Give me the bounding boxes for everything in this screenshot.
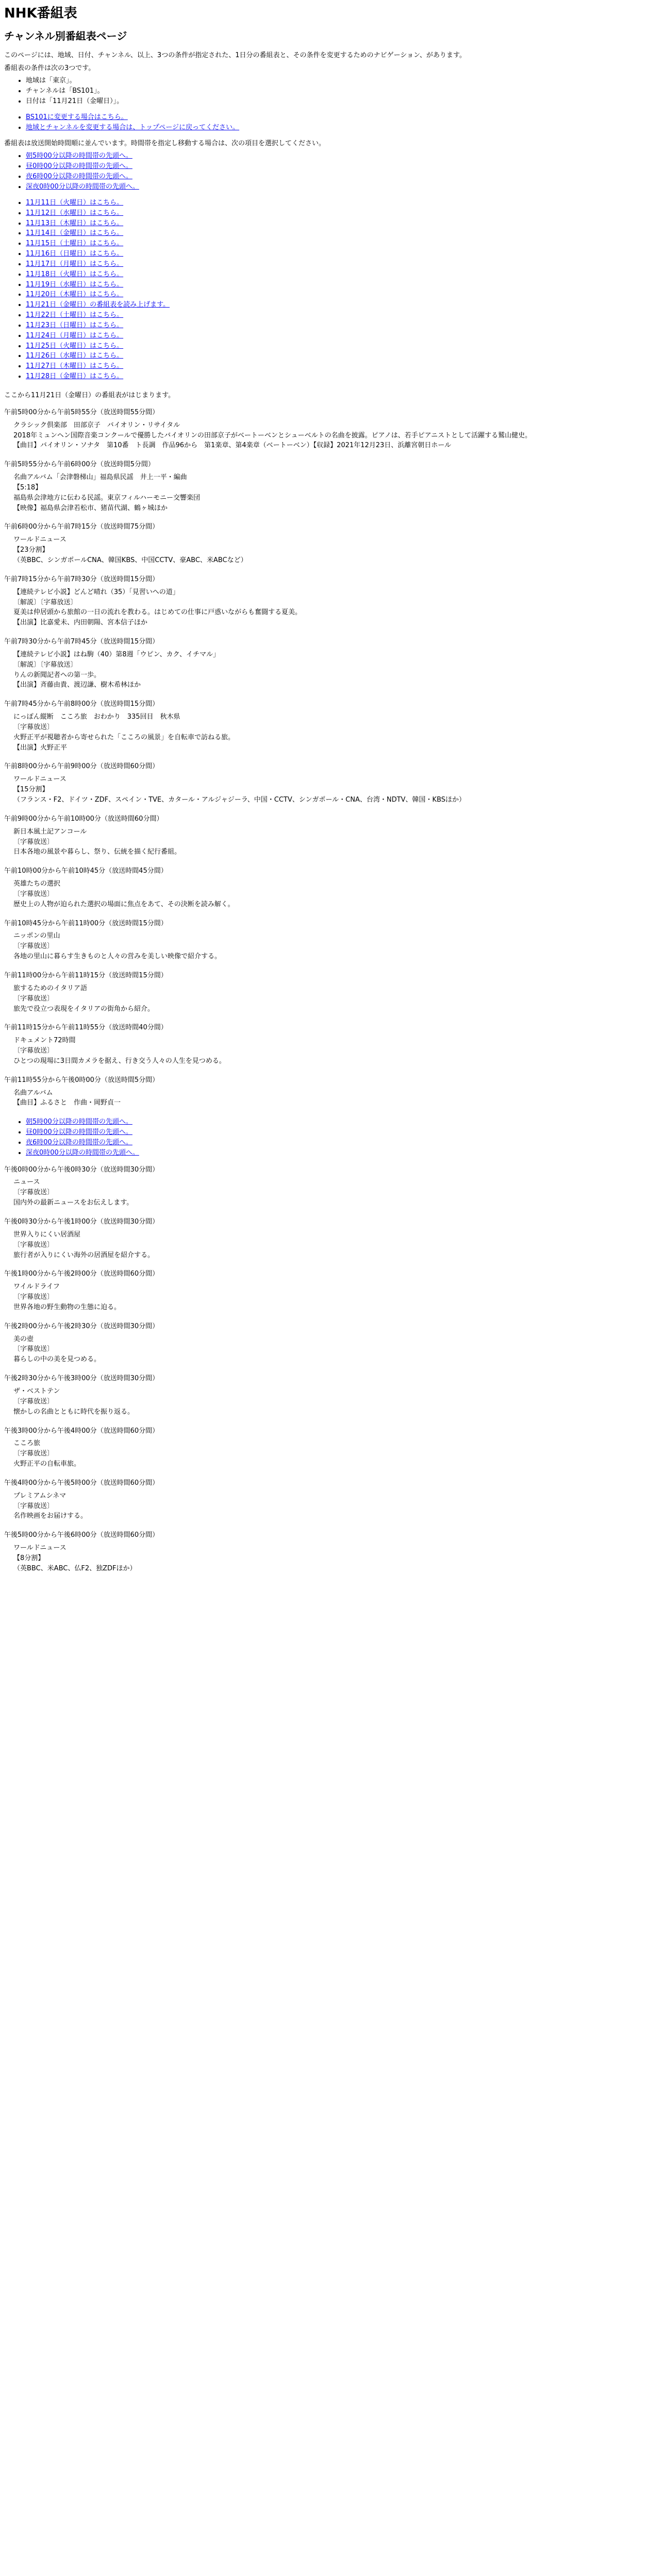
condition-date: • 日付は「11月21日（金曜日）」。 [26,97,646,107]
program-detail [4,421,646,451]
program-line: 夏美は仲居頭から旅館の一日の流れを教わる。はじめての仕事に戸惑いながらも奮闘する夏美。 [13,608,302,617]
program-detail [4,650,646,690]
day-link[interactable]: 11月17日（月曜日）はこちら。 [26,260,124,268]
program-line: プレミアムシネマ [13,1492,67,1500]
program-entry [4,1427,646,1469]
program-line: ニッポンの里山 [13,932,60,940]
day-nav [4,198,646,382]
program-line: 〔字幕放送〕 [13,723,54,731]
day-link[interactable]: 11月20日（木曜日）はこちら。 [26,291,124,299]
day-item [26,300,646,310]
program-line: 世界入りにくい居酒屋 [13,1230,81,1239]
program-line: 〔解説〕〔字幕放送〕 [13,660,77,669]
program-detail [4,588,646,628]
program-entry [4,1322,646,1365]
program-entry [4,1374,646,1417]
site-title: NHK番組表 [4,6,77,21]
program-detail [4,1178,646,1208]
program-entry [4,1165,646,1208]
program-line: ニュース [13,1178,40,1187]
program-entry [4,815,646,857]
program-time: 午後2時30分から午後3時00分（放送時間30分間） [4,1375,159,1383]
program-line: 旅するためのイタリア語 [13,984,88,992]
program-line: （フランス・F2、ドイツ・ZDF、スペイン・TVE、カタール・アルジャジーラ、中国・CCTV、シンガポール・CNA、台湾・NDTV、韓国・KBSほか） [13,796,466,804]
program-entry [4,1269,646,1312]
day-item [26,342,646,351]
day-link[interactable]: 11月24日（月曜日）はこちら。 [26,331,124,340]
program-detail [4,879,646,910]
day-item [26,260,646,269]
program-line: 2018年ミュンヘン国際音楽コンクールで優勝したバイオリンの田部京子がベートーベンとシューベルトの名曲を披露。ピアノは、若手ピアニストとして活躍する鷲山健史。 [13,431,532,439]
day-link[interactable]: 11月22日（土曜日）はこちら。 [26,311,124,319]
program-line: 各地の里山に暮らす生きものと人々の営みを美しい映像で紹介する。 [13,953,222,961]
program-line: ドキュメント72時間 [13,1037,76,1045]
program-time: 午前5時00分から午前5時55分（放送時間55分間） [4,408,159,416]
program-list-pm [4,1165,646,1574]
condition-channel: • チャンネルは「BS101」。 [26,87,646,96]
program-entry [4,1076,646,1109]
program-line: 福島県会津地方に伝わる民謡。東京フィルハーモニー交響楽団 [13,494,201,502]
program-line: 〔字幕放送〕 [13,1293,54,1301]
program-line: 【8分割】 [13,1554,45,1562]
program-entry [4,1217,646,1260]
time-link-morning[interactable]: 朝5時00分以降の時間帯の先頭へ。 [26,152,133,160]
program-detail [4,827,646,858]
program-entry [4,522,646,565]
program-line: こころ旅 [13,1439,41,1448]
program-detail [4,775,646,805]
day-link[interactable]: 11月27日（木曜日）はこちら。 [26,362,124,370]
program-line: 〔字幕放送〕 [13,942,54,951]
day-item [26,331,646,341]
day-item [26,270,646,280]
day-link[interactable]: 11月25日（火曜日）はこちら。 [26,342,124,350]
program-time: 午前7時30分から午前7時45分（放送時間15分間） [4,638,159,646]
day-item [26,239,646,249]
program-line: 名曲アルバム「会津磐梯山」福島県民謡 井上一平・編曲 [13,473,187,482]
day-item [26,219,646,229]
time-link-evening[interactable]: 夜6時00分以降の時間帯の先頭へ。 [26,173,133,181]
program-time: 午前5時55分から午前6時00分（放送時間5分間） [4,461,155,469]
mid-time-link-noon[interactable]: 昼0時00分以降の時間帯の先頭へ。 [26,1128,133,1137]
program-line: 【5:18】 [13,483,42,492]
time-note: 番組表は放送開始時間順に並んでいます。時間帯を指定し移動する場合は、次の項目を選択してください。 [4,139,325,147]
program-time: 午前8時00分から午前9時00分（放送時間60分間） [4,762,159,771]
back-to-top-link[interactable]: 地域とチャンネルを変更する場合は、トップページに戻ってください。 [26,123,240,131]
day-item [26,249,646,259]
program-entry [4,867,646,909]
day-item [26,290,646,300]
program-line: 〔字幕放送〕 [13,994,54,1003]
program-line: 火野正平の自転車旅。 [13,1460,81,1468]
program-entry [4,637,646,690]
program-line: 【映像】福島県会津若松市、猪苗代湖、鶴ヶ城ほか [13,504,168,512]
program-line: 【出演】斉藤由貴、渡辺謙、樹木希林ほか [13,681,141,689]
day-item [26,321,646,331]
program-entry [4,700,646,753]
program-list-am [4,408,646,1108]
day-link[interactable]: 11月13日（木曜日）はこちら。 [26,219,124,227]
program-line: 〔字幕放送〕 [13,1450,54,1458]
day-link[interactable]: 11月19日（水曜日）はこちら。 [26,280,124,289]
program-line: ワールドニュース [13,775,67,784]
program-time: 午前10時45分から午前11時00分（放送時間15分間） [4,919,168,927]
program-line: 〔字幕放送〕 [13,1241,54,1249]
condition-region: • 地域は「東京」。 [26,76,646,86]
program-detail [4,931,646,962]
program-detail [4,1439,646,1469]
program-detail [4,1036,646,1066]
program-line: 旅行者が入りにくい海外の居酒屋を紹介する。 [13,1251,155,1259]
list-start: ここから11月21日（金曜日）の番組表がはじまります。 [4,392,175,399]
day-item [26,311,646,320]
program-time: 午後3時00分から午後4時00分（放送時間60分間） [4,1427,159,1435]
day-link[interactable]: 11月14日（金曜日）はこちら。 [26,229,124,238]
conditions-heading: 番組表の条件は次の3つです。 [4,64,95,72]
program-time: 午後5時00分から午後6時00分（放送時間60分間） [4,1531,159,1539]
change-links [4,113,646,133]
program-line: ワールドニュース [13,536,67,544]
program-time: 午前9時00分から午前10時00分（放送時間60分間） [4,815,163,823]
program-detail [4,1089,646,1109]
program-line: りんの新聞記者への第一歩。 [13,671,101,679]
mid-time-link-midnight[interactable]: 深夜0時00分以降の時間帯の先頭へ。 [26,1148,139,1157]
program-line: 旅先で役立つ表現をイタリアの街角から紹介。 [13,1005,155,1013]
day-link[interactable]: 11月21日（金曜日）の番組表を読み上げます。 [26,301,170,309]
conditions-list [4,76,646,107]
program-detail [4,1492,646,1522]
day-link[interactable]: 11月26日（水曜日）はこちら。 [26,352,124,360]
program-entry [4,460,646,513]
program-line: 〔字幕放送〕 [13,1502,54,1510]
program-line: 火野正平が視聴者から寄せられた「こころの風景」を自転車で訪ねる旅。 [13,733,235,741]
program-line: 〔字幕放送〕 [13,1397,54,1405]
program-line: 歴史上の人物が迫られた選択の場面に焦点をあて、その決断を読み解く。 [13,900,235,908]
day-item [26,229,646,239]
program-line: 日本各地の風景や暮らし、祭り、伝統を描く紀行番組。 [13,848,181,856]
day-item [26,198,646,208]
mid-time-nav [4,1117,646,1158]
program-line: 【出演】火野正平 [13,743,68,752]
program-detail [4,984,646,1014]
day-link[interactable]: 11月23日（日曜日）はこちら。 [26,321,124,329]
day-link[interactable]: 11月15日（土曜日）はこちら。 [26,240,124,248]
day-link[interactable]: 11月16日（日曜日）はこちら。 [26,250,124,258]
program-time: 午前10時00分から午前10時45分（放送時間45分間） [4,867,168,875]
time-link-noon[interactable]: 昼0時00分以降の時間帯の先頭へ。 [26,162,133,171]
program-line: ひとつの現場に3日間カメラを据え、行き交う人々の人生を見つめる。 [13,1057,226,1065]
program-entry [4,919,646,962]
day-item [26,209,646,218]
program-time: 午後2時00分から午後2時30分（放送時間30分間） [4,1322,159,1330]
program-entry [4,1531,646,1573]
program-line: 世界各地の野生動物の生態に迫る。 [13,1303,121,1311]
program-time: 午後4時00分から午後5時00分（放送時間60分間） [4,1479,159,1487]
program-line: 名作映画をお届けする。 [13,1512,88,1520]
program-time: 午後0時00分から午後0時30分（放送時間30分間） [4,1165,159,1174]
program-line: 【曲目】バイオリン・ソナタ 第10番 ト長調 作品96から 第1楽章、第4楽章（ベートーベン）【収録】2021年12月23日、浜離宮朝日ホール [13,442,451,450]
page-title: チャンネル別番組表ページ [4,29,127,42]
program-line: 懐かしの名曲とともに時代を振り返る。 [13,1408,135,1416]
program-detail [4,1387,646,1417]
program-detail [4,473,646,513]
time-nav [4,151,646,192]
program-line: 〔字幕放送〕 [13,1047,54,1055]
program-time: 午前11時55分から午後0時00分（放送時間5分間） [4,1076,159,1084]
day-item [26,372,646,382]
day-link[interactable]: 11月12日（水曜日）はこちら。 [26,209,124,217]
program-time: 午前11時00分から午前11時15分（放送時間15分間） [4,971,168,979]
program-line: ワールドニュース [13,1544,67,1552]
change-channel-link[interactable]: BS101に変更する場合はこちら。 [26,113,128,121]
program-line: （英BBC、シンガポールCNA、韓国KBS、中国CCTV、豪ABC、米ABCなど） [13,556,247,564]
program-line: 【23分割】 [13,546,49,554]
program-entry [4,575,646,628]
program-detail [4,535,646,566]
program-time: 午後1時00分から午後2時00分（放送時間60分間） [4,1270,159,1278]
program-line: 〔解説〕〔字幕放送〕 [13,598,77,606]
program-time: 午前11時15分から午前11時55分（放送時間40分間） [4,1024,168,1032]
program-line: 【連続テレビ小説】はね駒（40）第8週「ウピン、カク、イチマル」 [13,650,220,658]
program-entry [4,1023,646,1066]
day-link[interactable]: 11月18日（火曜日）はこちら。 [26,270,124,278]
mid-time-link-evening[interactable]: 夜6時00分以降の時間帯の先頭へ。 [26,1138,133,1146]
program-line: 【15分割】 [13,786,49,794]
program-time: 午前7時15分から午前7時30分（放送時間15分間） [4,575,159,583]
program-line: クラシック倶楽部 田部京子 バイオリン・リサイタル [13,421,180,429]
program-line: 暮らしの中の美を見つめる。 [13,1355,101,1364]
program-detail [4,713,646,753]
program-line: 【曲目】ふるさと 作曲・岡野貞一 [13,1099,121,1107]
day-item [26,362,646,371]
day-link[interactable]: 11月11日（火曜日）はこちら。 [26,198,124,207]
program-line: 【連続テレビ小説】どんど晴れ（35）「見習いへの道」 [13,588,179,596]
program-line: にっぽん縦断 こころ旅 おわかり 335回目 秋木県 [13,713,180,721]
time-link-midnight[interactable]: 深夜0時00分以降の時間帯の先頭へ。 [26,182,139,191]
program-time: 午後0時30分から午後1時00分（放送時間30分間） [4,1218,159,1226]
program-detail [4,1544,646,1574]
program-detail [4,1282,646,1313]
program-line: 美の壺 [13,1335,34,1343]
mid-time-link-morning[interactable]: 朝5時00分以降の時間帯の先頭へ。 [26,1118,133,1126]
program-line: 英雄たちの選択 [13,880,61,888]
program-detail [4,1230,646,1261]
program-time: 午前7時45分から午前8時00分（放送時間15分間） [4,700,159,708]
day-item [26,351,646,361]
program-line: 【出演】比嘉愛未、内田朝陽、宮本信子ほか [13,619,148,627]
program-entry [4,762,646,805]
program-line: 新日本風土記アンコール [13,827,87,836]
program-detail [4,1335,646,1365]
program-line: 〔字幕放送〕 [13,890,54,898]
program-time: 午前6時00分から午前7時15分（放送時間75分間） [4,523,159,531]
program-line: 名曲アルバム [13,1089,53,1097]
program-entry [4,971,646,1014]
program-line: 〔字幕放送〕 [13,838,54,846]
program-line: 〔字幕放送〕 [13,1189,54,1197]
program-line: （英BBC、米ABC、仏F2、独ZDFほか） [13,1564,137,1572]
program-line: ワイルドライフ [13,1283,60,1291]
program-line: ザ・ベストテン [13,1387,60,1395]
intro-lead: このページには、地域、日付、チャンネル、以上、3つの条件が指定された、1日分の番組表と、その条件を変更するためのナビゲーション、があります。 [4,51,466,59]
day-link[interactable]: 11月28日（金曜日）はこちら。 [26,372,124,381]
program-entry [4,1479,646,1521]
day-item [26,280,646,290]
program-entry [4,408,646,451]
program-line: 国内外の最新ニュースをお伝えします。 [13,1199,134,1207]
program-line: 〔字幕放送〕 [13,1345,54,1353]
